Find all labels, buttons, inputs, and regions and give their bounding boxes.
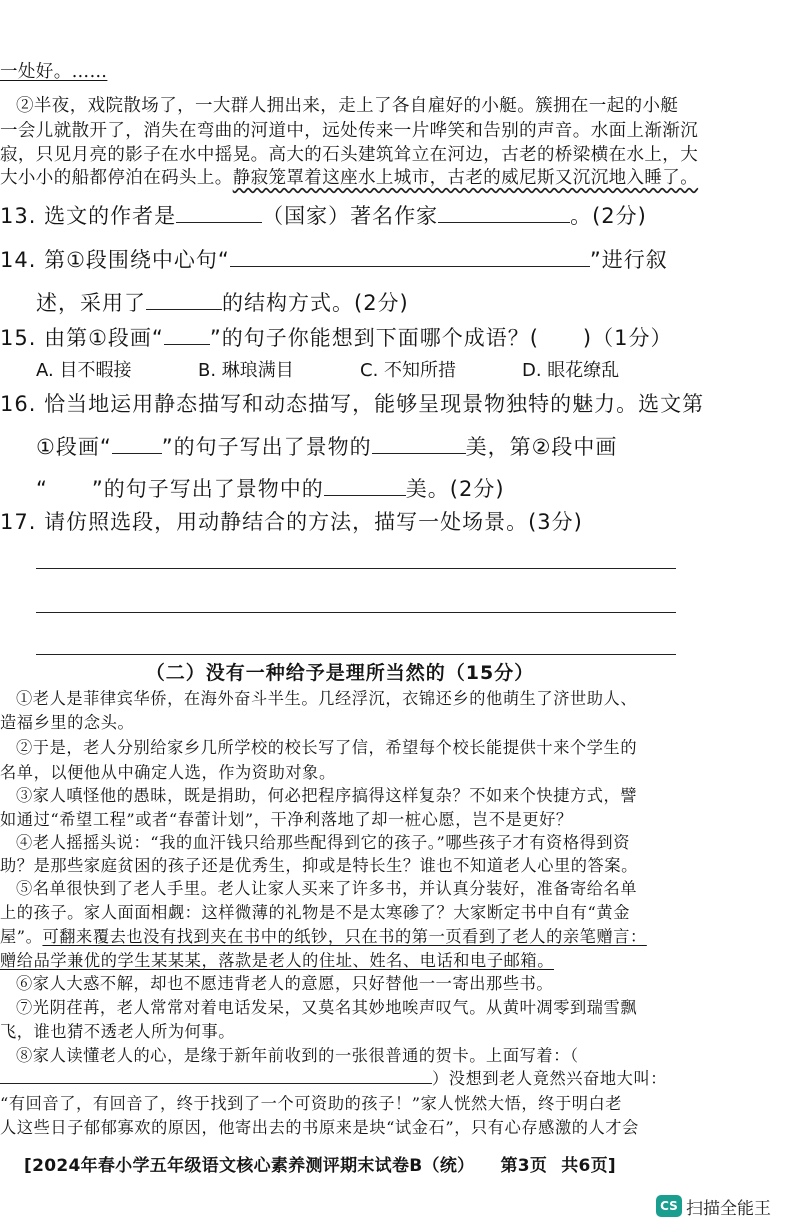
writing-line[interactable] [36, 654, 676, 655]
passage-line: 人这些日子郁郁寡欢的原因，他寄出去的书原来是块“试金石”，只有心存感激的人才会 [0, 1118, 639, 1137]
underlined-sentence: 赠给品学兼优的学生某某某，落款是老人的住址、姓名、电话和电子邮箱。 [0, 951, 554, 970]
passage-line: 名单，以便他从中确定人选，作为资助对象。 [0, 763, 336, 782]
question-17: 17. 请仿照选段，用动静结合的方法，描写一处场景。(3分) [0, 510, 583, 534]
answer-blank[interactable] [0, 1069, 432, 1084]
answer-blank[interactable] [112, 435, 162, 454]
camscanner-logo-icon: CS [656, 1195, 682, 1217]
page-number: 第3页 [500, 1156, 548, 1176]
passage-line: 造福乡里的念头。 [0, 713, 135, 732]
passage-line: ⑧家人读懂老人的心，是缘于新年前收到的一张很普通的贺卡。上面写着：（ [16, 1046, 579, 1065]
question-15: 15. 由第①段画“ ”的句子你能想到下面哪个成语？( )（1分） [0, 326, 673, 350]
passage-line: 助？是那些家庭贫困的孩子还是优秀生，抑或是特长生？谁也不知道老人心里的答案。 [0, 856, 638, 875]
section-title: （二）没有一种给予是理所当然的（15分） [145, 662, 535, 684]
option-a[interactable]: A. 目不暇接 [36, 360, 132, 381]
passage-line: ）没想到老人竟然兴奋地大叫： [0, 1065, 667, 1089]
question-16-cont: ①段画“ ”的句子写出了景物的 美，第②段中画 [36, 435, 618, 459]
answer-blank[interactable] [164, 326, 210, 345]
wavy-underlined-sentence: 静寂笼罩着这座水上城市，古老的威尼斯又沉沉地入睡了。 [232, 168, 699, 188]
passage-line: “有回音了，有回音了，终于找到了一个可资助的孩子！”家人恍然大悟，终于明白老 [0, 1094, 623, 1113]
answer-blank[interactable] [372, 435, 466, 454]
page-footer [24, 1151, 616, 1176]
question-16: 16. 恰当地运用静态描写和动态描写，能够呈现景物独特的魅力。选文第 [0, 392, 705, 416]
passage-line: 寂，只见月亮的影子在水中摇晃。高大的石头建筑耸立在河边，古老的桥梁横在水上，大 [0, 145, 699, 165]
underlined-sentence: 可翻来覆去也没有找到夹在书中的纸钞，只在书的第一页看到了老人的亲笔赠言： [42, 927, 647, 946]
passage-line: ②半夜，戏院散场了，一大群人拥出来，走上了各自雇好的小艇。簇拥在一起的小艇 [16, 96, 679, 116]
answer-blank[interactable] [230, 248, 590, 267]
watermark-text: 扫描全能王 [686, 1198, 771, 1219]
passage-line [0, 947, 554, 971]
option-c[interactable]: C. 不知所措 [360, 360, 457, 381]
passage-line: ⑦光阴荏苒，老人常常对着电话发呆，又莫名其妙地唉声叹气。从黄叶凋零到瑞雪飘 [16, 998, 638, 1017]
passage-line: 飞，谁也猜不透老人所为何事。 [0, 1022, 236, 1041]
question-15-options [36, 356, 619, 382]
passage-line: 如通过“希望工程”或者“春蕾计划”，干净利落地了却一桩心愿，岂不是更好？ [0, 810, 573, 829]
passage-line: ③家人嗔怪他的愚昧，既是捐助，何必把程序搞得这样复杂？不如来个快捷方式，譬 [16, 786, 638, 805]
page-total: 共6页] [561, 1156, 616, 1176]
passage-line: 一会儿就散开了，消失在弯曲的河道中，远处传来一片哗笑和告别的声音。水面上渐渐沉 [0, 121, 699, 141]
answer-blank[interactable] [438, 204, 570, 223]
answer-blank[interactable] [324, 477, 406, 496]
passage-line: ⑥家人大惑不解，却也不愿违背老人的意愿，只好替他一一寄出那些书。 [16, 974, 554, 993]
passage-line: ①老人是菲律宾华侨，在海外奋斗半生。几经浮沉，衣锦还乡的他萌生了济世助人、 [16, 689, 638, 708]
writing-line[interactable] [36, 568, 676, 569]
question-14-cont: 述，采用了 的结构方式。(2分) [36, 291, 409, 315]
writing-line[interactable] [36, 612, 676, 613]
scanner-watermark [656, 1194, 771, 1218]
question-14: 14. 第①段围绕中心句“ ”进行叙 [0, 248, 668, 272]
option-b[interactable]: B. 琳琅满目 [198, 360, 294, 381]
passage-line: 一处好。…… [0, 62, 108, 82]
answer-blank[interactable] [146, 291, 222, 310]
passage-line: ⑤名单很快到了老人手里。老人让家人买来了许多书，并认真分装好，准备寄给名单 [16, 879, 638, 898]
answer-blank[interactable] [176, 204, 262, 223]
passage-line: ②于是，老人分别给家乡几所学校的校长写了信，希望每个校长能提供十来个学生的 [16, 738, 638, 757]
option-d[interactable]: D. 眼花缭乱 [522, 360, 620, 381]
passage-line: 上的孩子。家人面面相觑：这样微薄的礼物是不是太寒碜了？大家断定书中自有“黄金 [0, 903, 631, 922]
question-13: 13. 选文的作者是 （国家）著名作家 。(2分) [0, 204, 647, 228]
passage-line: ④老人摇摇头说：“我的血汗钱只给那些配得到它的孩子。”哪些孩子才有资格得到资 [16, 833, 630, 852]
question-16-cont2: “ ”的句子写出了景物中的 美。(2分) [36, 477, 505, 501]
exam-title: [2024年春小学五年级语文核心素养测评期末试卷B（统） [24, 1156, 475, 1176]
passage-line: 屋”。可翻来覆去也没有找到夹在书中的纸钞，只在书的第一页看到了老人的亲笔赠言： [0, 927, 647, 946]
passage-line: 大小小的船都停泊在码头上。静寂笼罩着这座水上城市，古老的威尼斯又沉沉地入睡了。 [0, 168, 699, 188]
